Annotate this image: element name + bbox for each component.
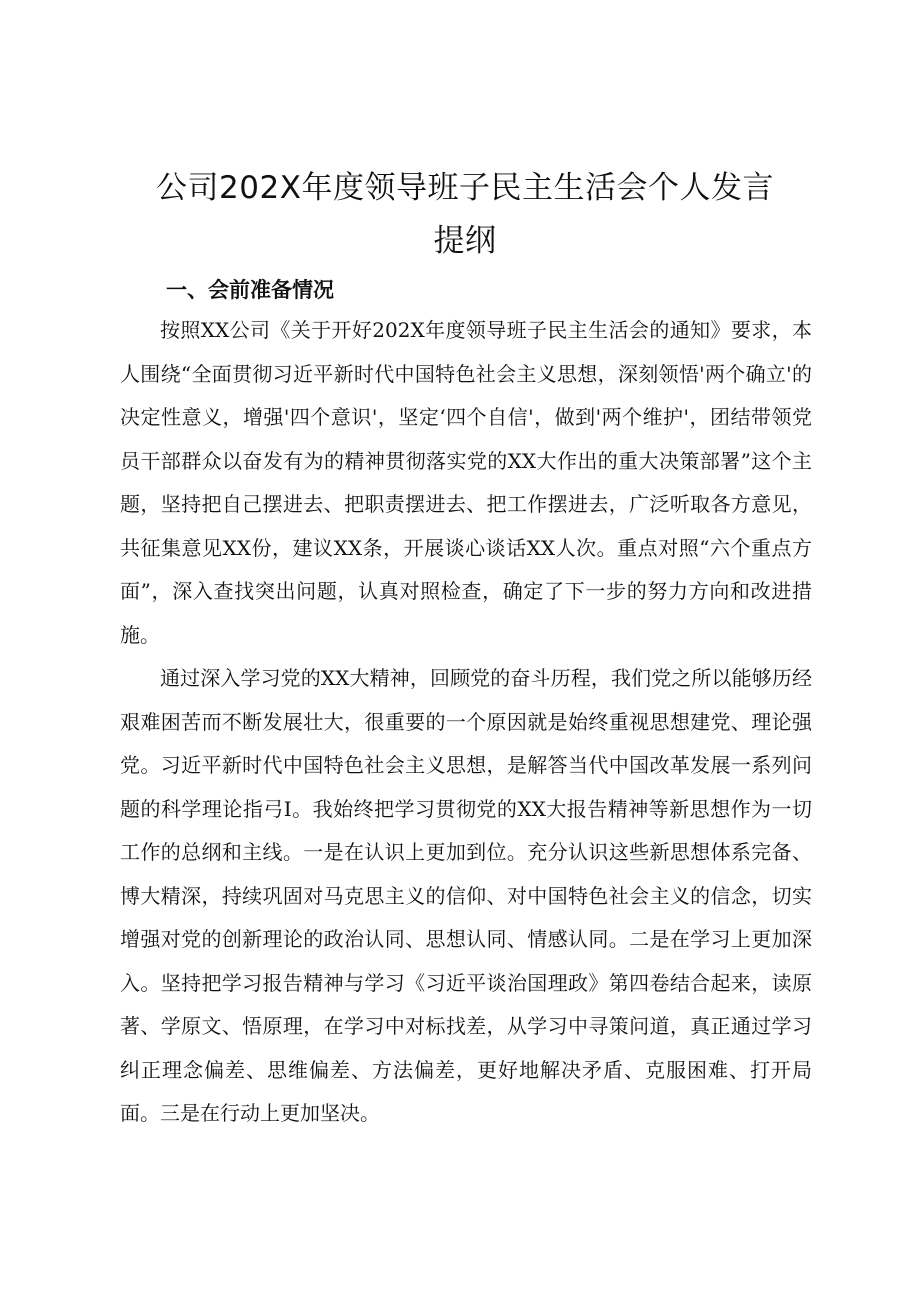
section-heading: 一、会前准备情况 [166,278,334,302]
document-title: 公司202X年度领导班子民主生活会个人发言 [156,170,774,206]
document-title-continued: 提纲 [433,223,497,259]
paragraph-meeting-preparation: 按照XX公司《关于开好202X年度领导班子民主生活会的通知》要求，本人围绕“全面贯彻习近平新时代中国特色社会主义思想，深刻领悟'两个确立'的决定性意义，增强'四个意识'，坚定‘四个自信'，做到'两个维护'，团结带领党员干部群众以奋发有为的精神贯彻落实党的XX大作出的重大决策部署”这个主题，坚持把自己摆进去、把职责摆进去、把工作摆进去，广泛听取各方意见，共征集意见XX份，建议XX条，开展谈心谈话XX人次。重点对照“六个重点方面”，深入查找突出问题，认真对照检查，确定了下一步的努力方向和改进措施。 [120,318,812,647]
paragraph-study-reflection: 通过深入学习党的XX大精神，回顾党的奋斗历程，我们党之所以能够历经艰难困苦而不断发展壮大，很重要的一个原因就是始终重视思想建党、理论强党。习近平新时代中国特色社会主义思想，是解答当代中国改革发展一系列问题的科学理论指弓I。我始终把学习贯彻党的XX大报告精神等新思想作为一切工作的总纲和主线。一是在认识上更加到位。充分认识这些新思想体系完备、博大精深，持续巩固对马克思主义的信仰、对中国特色社会主义的信念，切实增强对党的创新理论的政治认同、思想认同、情感认同。二是在学习上更加深入。坚持把学习报告精神与学习《习近平谈治国理政》第四卷结合起来，读原著、学原文、悟原理，在学习中对标找差，从学习中寻策问道，真正通过学习纠正理念偏差、思维偏差、方法偏差，更好地解决矛盾、克服困难、打开局面。三是在行动上更加坚决。 [120,666,812,1125]
